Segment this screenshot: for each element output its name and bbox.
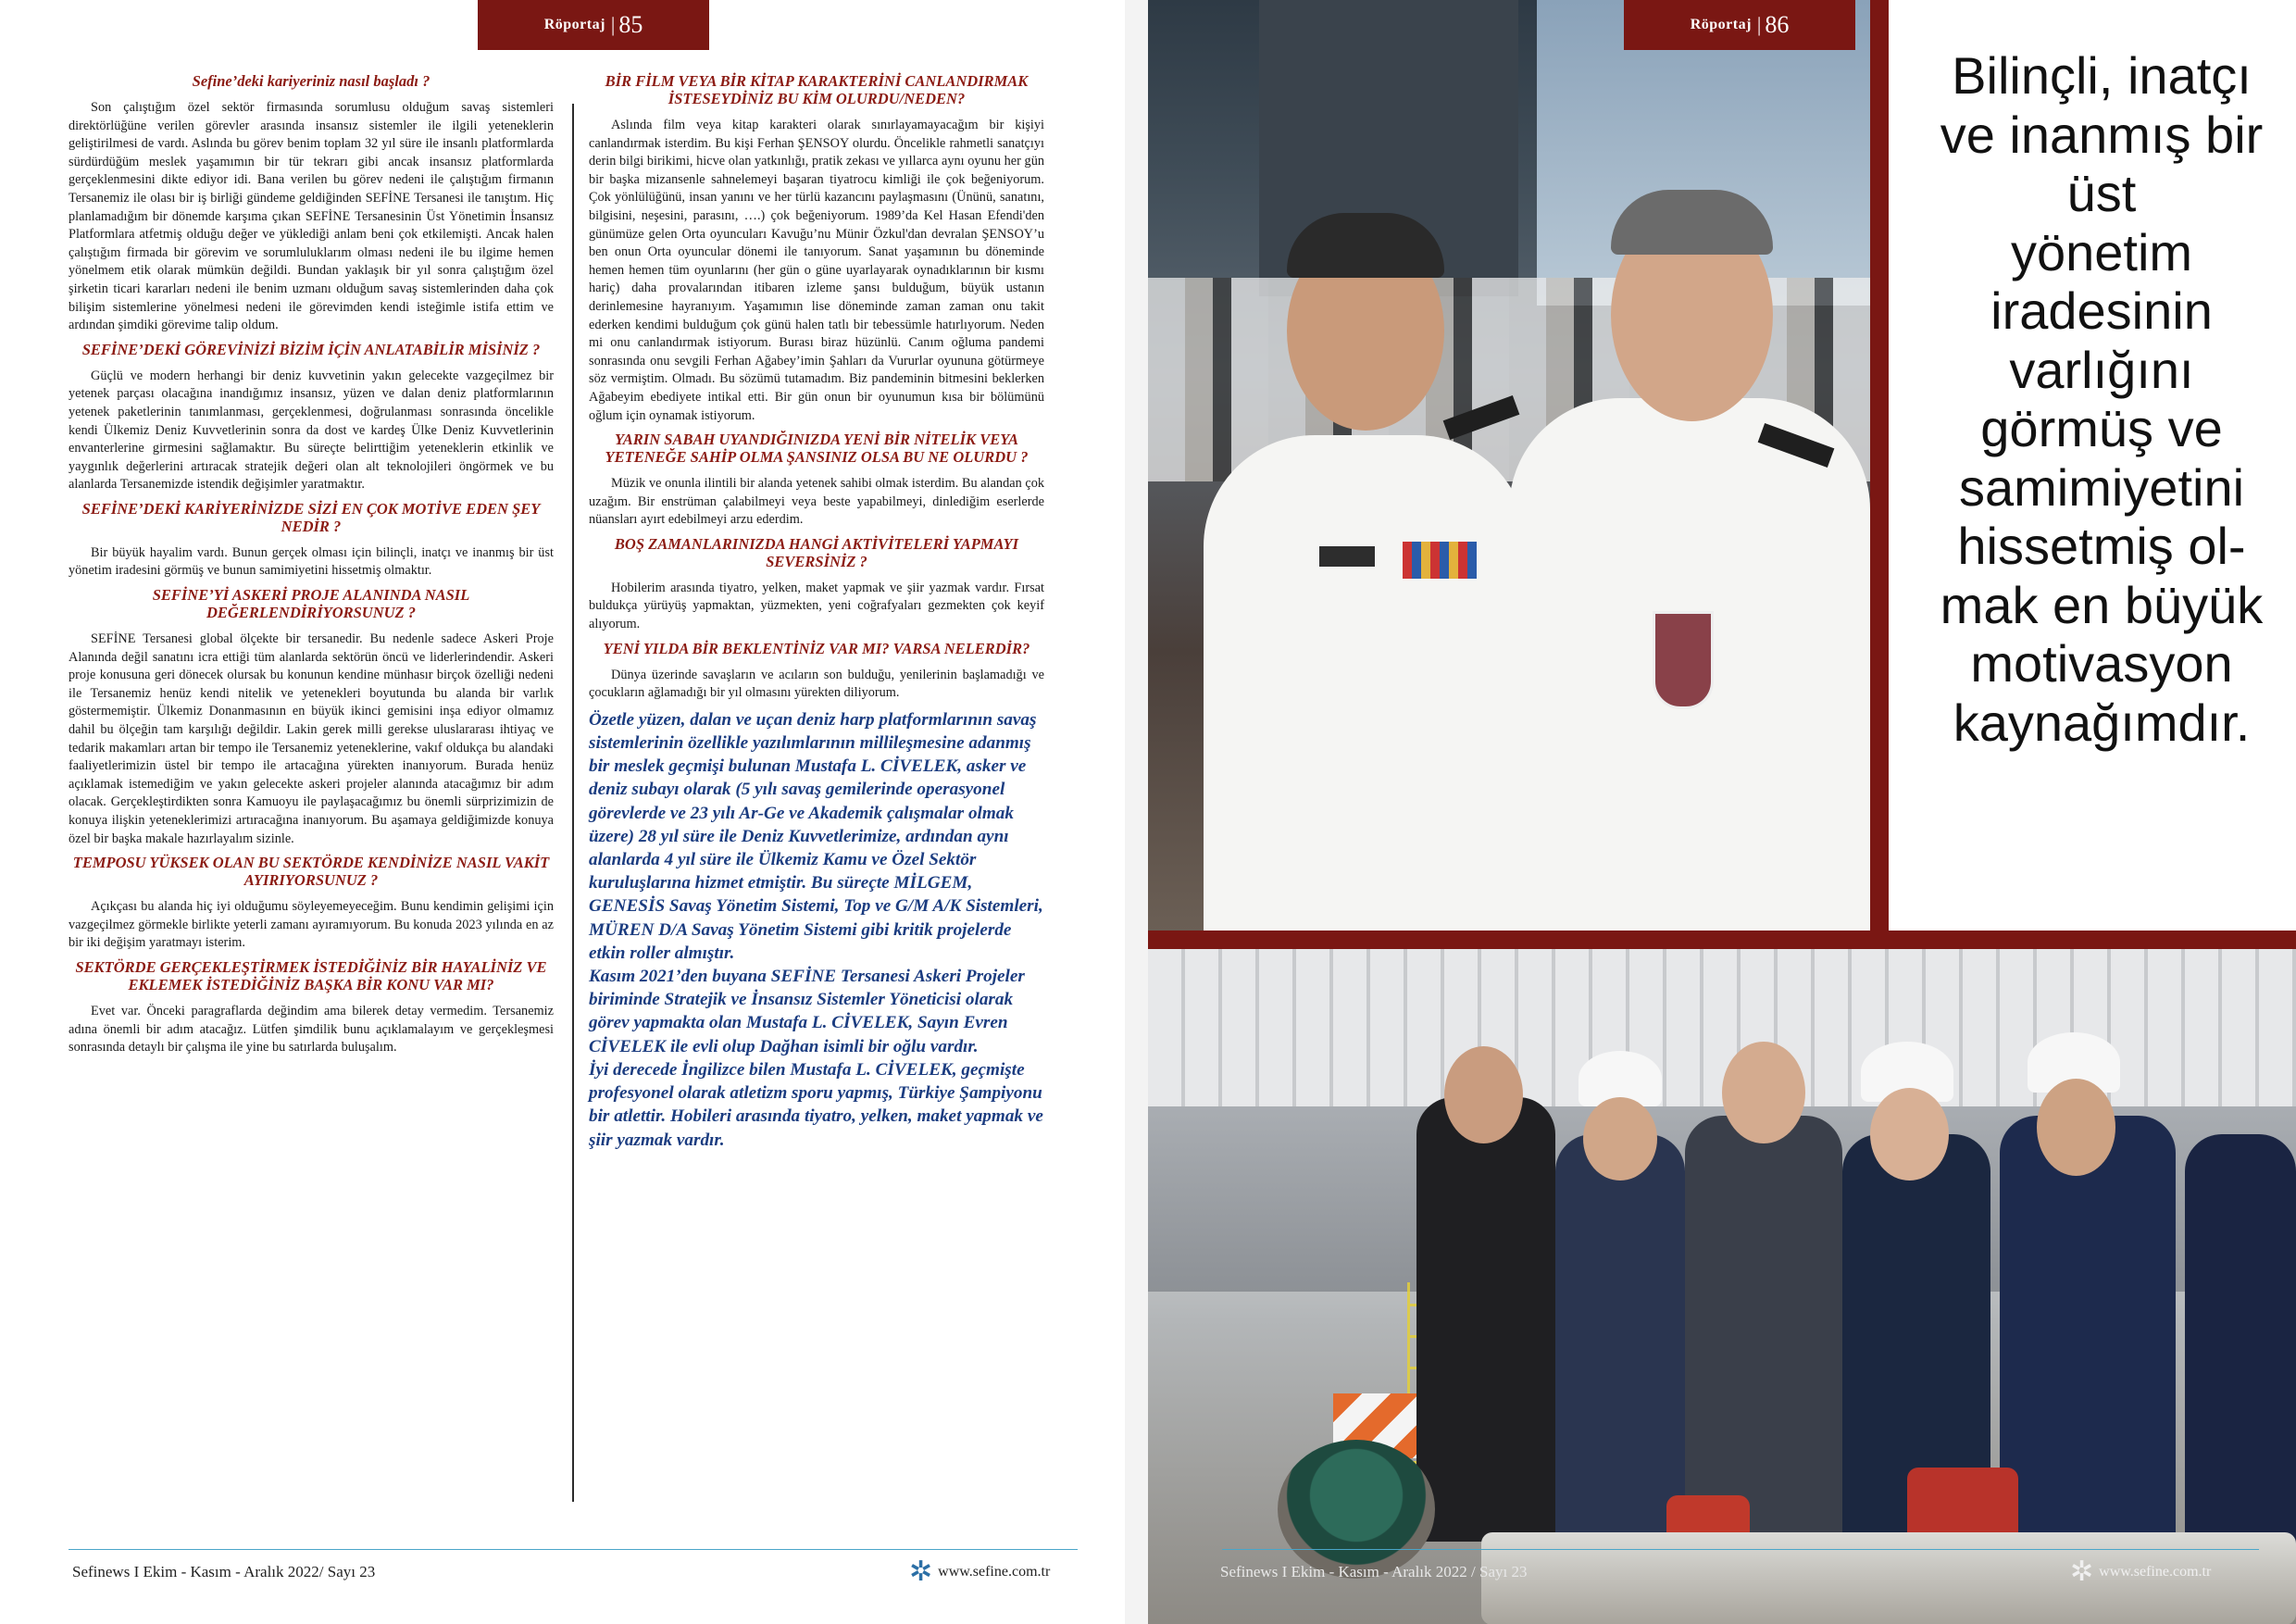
page-tab: Röportaj | 85 — [478, 0, 709, 50]
article-column-1 — [69, 57, 554, 1063]
page-85 — [0, 0, 1125, 1624]
pull-quote — [1898, 46, 2296, 752]
page-86 — [1148, 0, 2296, 1624]
answer-paragraph: Bir büyük hayalim vardı. Bunun gerçek olması için bilinçli, inatçı ve inanmış bir üst yönetim iradesini görmüş ve bunun samimiyetini hissetmiş olmaktır. — [69, 544, 554, 579]
page-number: 85 — [618, 11, 643, 38]
answer-paragraph: Dünya üzerinde savaşların ve acıların son bulduğu, yenilerinin başlamadığı ve çocukların ağlamadığı bir yıl olmasını yürekten diliyorum. — [589, 667, 1044, 701]
answer-paragraph: Hobilerim arasında tiyatro, yelken, maket yapmak ve şiir yazmak vardır. Fırsat buldukça yürüyüş yapmaktan, yüzmekten, yeni coğrafyaları gezmekten çok keyif alıyorum. — [589, 580, 1044, 632]
answer-paragraph: Son çalıştığım özel sektör firmasında sorumlusu olduğum savaş sistemleri direktörlüğüne verilen görevler arasında insansız sistemler ile ilgili yeteneklerin geliştirilmesi de vardı. Aslında bu görev benim toplam 32 yıl süre ile insanlı platformlarda sürdürdüğüm meslek yaşamımın bir tür tekrarı gibi ancak insansız platformlarda gerçeklenmesini dikte ediyor idi. Bana verilen bu görev nedeni ile çalıştığım firmanın Tersanemiz ile olası bir iş birliği gündeme geldiğinden SEFİNE Tersanesi ile tanıştım. Hiç planlamadığım bir dönemde karşıma çıkan SEFİNE Tersanesinin Üst Yönetimin İnsansız Platformlara atfetmiş olduğu değer ve yüklediği anlam beni çok etkilemişti. Ancak halen çalıştığım firmada bir görevim ve sorumluluklarım olması nedeni ile bu ilgime hemen yönelmem etik olarak mümkün değildi. Bundan yaklaşık bir yıl sonra çalıştığım özel şirketin ticari kararları nedeni ile benim uzmanı olduğum savaş sistemlerinden daha çok bilişim sistemlerine yönelmesi nedeni ile görevimden kendi isteğimle istifa ettim ve ardından şimdiki görevime talip oldum. — [69, 100, 554, 333]
section-label: Röportaj — [1690, 17, 1752, 32]
bio-paragraph: Özetle yüzen, dalan ve uçan deniz harp platformlarının savaş sistemlerinin özellikle yazılımlarının millileşmesine adanmış bir meslek geçmişi bulunan Mustafa L. CİVELEK, asker ve deniz subayı olarak (5 yılı savaş gemilerinde operasyonel görevlerde ve 23 yılı Ar-Ge ve Akademik çalışmalar olmak üzere) 28 yıl süre ile Deniz Kuvvetlerimize, ardından aynı alanlarda 4 yıl süre ile Ülkemiz Kamu ve Özel Sektör kuruluşlarına hizmet etmiştir. Bu süreçte MİLGEM, GENESİS Savaş Yönetim Sistemi, Top ve G/M A/K Sistemleri, MÜREN D/A Savaş Yönetim Sistemi gibi kritik projelerde etkin roller almıştır. — [589, 709, 1043, 963]
answer-paragraph: SEFİNE Tersanesi global ölçekte bir tersanedir. Bu nedenle sadece Askeri Proje Alanında değil sanatını icra ettiği tüm alanlarda sektörün öncü ve liderlerindendir. Askeri proje konusuna geri dönecek olursak bu konunun kendine münhasır birçok özelliği nedeni ile Tersanemiz henüz kendi nitelik ve yetenekleri boyutunda bu alanda bir varlık göstermemiştir. Ülkemiz Donanmasının en büyük ikinci gemisini inşa ediyor olmamız dahil bu ölçeğin tam karşılığı değildir. Lakin gerek milli gerekse uluslararası ihtiyaç ve tedarik makamları artan bir tempo ile Tersanemiz yeteneklerine, vakıf oldukça bu alandaki faaliyetlerimizin üstel bir tempo ile artacağına yürekten inanıyorum. Burada henüz açıklamak istemediğim ve yakın gelecekte askeri projeler alanında atacağımız bir adım olacak. Gerçekleştirdikten sonra Kamuoyu ile paylaşacağımız bu önemli sürprizimizin de konuya ilişkin yeteneklerimizi artıracağına inanıyorum. Bu aşamaya geldiğimizde konuya özel bir başka makale hazırlayalım sizinle. — [69, 631, 554, 846]
footer-website[interactable] — [2070, 1556, 2212, 1587]
photo-frame — [1870, 0, 1889, 949]
page-tab: Röportaj | 86 — [1624, 0, 1855, 50]
answer-paragraph: Aslında film veya kitap karakteri olarak sınırlayamayacağım bir kişiyi canlandırmak isterdim. Bu kişi Ferhan ŞENSOY olurdu. Öncelikle rahmetli sanatçıyı derin bilgi birikimi, hicve olan yatkınlığı, pratik zekası ve yıllarca aynı oyunu her gün bir başka mizansenle sahnelemeyi başaran tiyatrocu kimliği ile çok beğeniyorum. Çok yönlülüğünü, insan yanını ve her türlü kazancını paylaşmasını (Ününü, sanatını, bilgisini, neşesini, parasını, ….) çok beğeniyorum. 1989’da Kel Hasan Efendi'den günümüze gelen Orta oyuncuları Kavuğu’nu Münir Özkul'dan devralan ŞENSOY’u ben onun Orta oyuncular dönemi ile tanıyorum. Sanat yaşamının bu döneminde hemen hemen tüm oyunlarını (her gün o güne uyarlayarak oynadıklarının bir kısmı hariç) daha provalarından itibaren izleme şansı bulduğum, büyük ustanın derinlemesine hayranıyım. Yaşamımın lise döneminde zaman zaman onu takit ederken kendimi bulduğum çok günü halen tatlı bir tebessümle hatırlıyorum. Neden mi onu canlandırmak istiyorum. Burası biraz hüzünlü. Canım oğluma pandemi sonrasında onu sevgili Ferhan Ağabey’imin Şahları da Vururlar oyununa götürmeye söz vermiştim. Olmadı. Bu sözümü tutamadım. Biz pandeminin bitmesini beklerken Ağabeyim ebediyete intikal etti. Bir gün onun bir oyunumun kısa bir bölümünü oğlum için oynamak istiyorum. — [589, 118, 1044, 423]
bio-paragraph: Kasım 2021’den buyana SEFİNE Tersanesi Askeri Projeler biriminde Stratejik ve İnsansız Sistemler Yöneticisi olarak görev yapmakta olan Mustafa L. CİVELEK, Sayın Evren CİVELEK ile evli olup Dağhan isimli bir oğlu vardır. — [589, 967, 1025, 1056]
interview-question: SEKTÖRDE GERÇEKLEŞTİRMEK İSTEDİĞİNİZ BİR HAYALİNİZ VE EKLEMEK İSTEDİĞİNİZ BAŞKA BİR KONU VAR MI? — [75, 957, 547, 993]
pull-quote-line: ve inanmış bir — [1940, 105, 2264, 164]
interview-question: SEFİNE’DEKİ KARİYERİNİZDE SİZİ EN ÇOK MOTİVE EDEN ŞEY NEDİR ? — [81, 499, 541, 535]
photo-officers — [1148, 0, 1870, 931]
pull-quote-line: kaynağımdır. — [1953, 693, 2251, 752]
pull-quote-line: varlığını — [2009, 340, 2194, 399]
photo-shipyard-visit — [1148, 949, 2296, 1624]
pull-quote-line: Bilinçli, inatçı — [1952, 46, 2252, 105]
footer-rule — [1222, 1549, 2259, 1550]
footer-website[interactable] — [909, 1556, 1051, 1587]
interview-question: BİR FİLM VEYA BİR KİTAP KARAKTERİNİ CANLANDIRMAK İSTESEYDİNİZ BU KİM OLURDU/NEDEN? — [605, 72, 1029, 107]
bio-paragraph: İyi derecede İngilizce bilen Mustafa L. CİVELEK, geçmişte profesyonel olarak atletizm sporu yapmış, Türkiye Şampiyonu bir atlettir. Hobileri arasında tiyatro, yelken, maket yapmak ve şiir yazmak vardır. — [589, 1059, 1043, 1150]
answer-paragraph: Açıkçası bu alanda hiç iyi olduğumu söyleyemeyeceğim. Bunu kendimin gelişimi için vazgeçilmez görmekle birlikte yeterli zamanı ayıramıyorum. Bu konuda 2023 yılında en az bir iki değişim yaratmayı isterim. — [69, 899, 554, 951]
interview-question: YARIN SABAH UYANDIĞINIZDA YENİ BİR NİTELİK VEYA YETENEĞE SAHİP OLMA ŞANSINIZ OLSA BU NE OLURDU ? — [605, 431, 1029, 467]
interview-question: TEMPOSU YÜKSEK OLAN BU SEKTÖRDE KENDİNİZE NASIL VAKİT AYIRIYORSUNUZ ? — [72, 854, 550, 890]
footer-rule — [69, 1549, 1078, 1550]
pull-quote-line: yönetim — [2010, 222, 2193, 281]
pull-quote-line: görmüş ve — [1980, 399, 2223, 457]
pull-quote-line: hissetmiş ol- — [1957, 517, 2246, 575]
article-column-2 — [589, 57, 1044, 1152]
page-gutter — [1125, 0, 1148, 1624]
sefine-logo-icon: ✲ — [909, 1556, 933, 1587]
interview-question: Sefine’deki kariyeriniz nasıl başladı ? — [192, 72, 430, 90]
page-number: 86 — [1765, 11, 1790, 38]
photo-frame — [1148, 931, 2296, 949]
website-link[interactable]: www.sefine.com.tr — [2099, 1564, 2212, 1580]
pull-quote-line: mak en büyük — [1940, 575, 2264, 634]
interview-question: SEFİNE’Yİ ASKERİ PROJE ALANINDA NASIL DEĞERLENDİRİYORSUNUZ ? — [152, 586, 470, 622]
pull-quote-line: samimiyetini — [1958, 457, 2245, 517]
pull-quote-line: iradesinin — [1990, 281, 2213, 340]
answer-paragraph: Evet var. Önceki paragraflarda değindim ama bilerek detay vermedim. Tersanemiz adına önemli bir adım atacağız. Lütfen şimdilik bunu açıklamalayım ve gerçekleşmesi sonrasında detaylı bir çalışma ile yine bu satırlarda buluşalım. — [69, 1003, 554, 1056]
website-link[interactable]: www.sefine.com.tr — [938, 1564, 1051, 1580]
column-divider — [572, 104, 574, 1502]
answer-paragraph: Müzik ve onunla ilintili bir alanda yetenek sahibi olmak isterdim. Bu alandan çok uzağım. Bir enstrüman çalabilmeyi veya beste yapabilmeyi, dinlediğim eserlerde nüansları ayırt edebilmeyi arzu ederdim. — [589, 476, 1044, 528]
footer-issue: Sefinews I Ekim - Kasım - Aralık 2022/ Sayı 23 — [72, 1563, 376, 1580]
pull-quote-line: motivasyon — [1970, 634, 2233, 693]
answer-paragraph: Güçlü ve modern herhangi bir deniz kuvvetinin yakın gelecekte vazgeçilmez bir yetenek parçası olacağına inandığımız insansız, yüzen ve dalan deniz platformlarının yetenek paketlerinin tanımlanması, gerçeklenmesi, doğrulanması sonrasında öncelikle kendi Ülkemiz Deniz Kuvvetlerinin sonra da dost ve kardeş Ülke Deniz Kuvvetlerinin envanterlerine girmesini sağlamaktır. Bu süreçte belirttiğim yeteneklerin etkinlik ve yaygınlık değerlerini artıracak stratejik değeri olan alt teknolojileri öngörmek ve bu alanlarda Tersanemizde istendik değişimler yaratmaktır. — [69, 368, 554, 493]
interview-question: SEFİNE’DEKİ GÖREVİNİZİ BİZİM İÇİN ANLATABİLİR MİSİNİZ ? — [81, 340, 541, 358]
biography — [589, 708, 1044, 1152]
sefine-logo-icon: ✲ — [2070, 1556, 2094, 1587]
footer-issue: Sefinews I Ekim - Kasım - Aralık 2022 / Sayı 23 — [1220, 1563, 1528, 1580]
section-label: Röportaj — [543, 17, 605, 32]
pull-quote-line: üst — [2066, 164, 2137, 222]
interview-question: BOŞ ZAMANLARINIZDA HANGİ AKTİVİTELERİ YAPMAYI SEVERSİNİZ ? — [614, 534, 1019, 570]
interview-question: YENİ YILDA BİR BEKLENTİNİZ VAR MI? VARSA NELERDİR? — [603, 639, 1030, 657]
